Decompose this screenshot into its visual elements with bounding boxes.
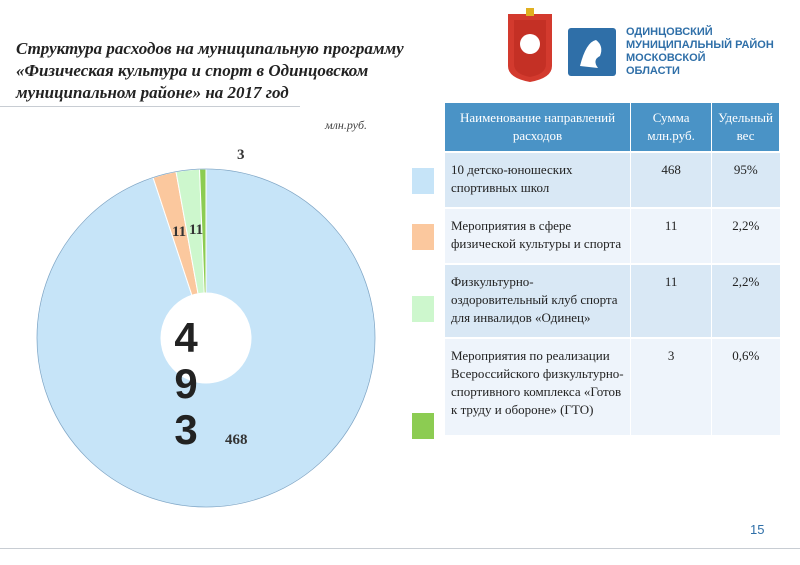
header-share: Удельный вес [712,103,780,152]
title-line-1: Структура расходов на муниципальную программу [16,39,404,58]
row-name: 10 детско-юношеских спортивных школ [445,152,631,208]
district-name-line: ОДИНЦОВСКИЙ [626,26,713,38]
data-label: 11 [189,222,204,238]
row-name: Мероприятия по реализации Всероссийского физкультурно-спортивного комплекса «Готов к труду и обороне» (ГТО) [445,338,631,435]
coat-of-arms-icon [508,8,552,82]
row-name: Мероприятия в сфере физической культуры и спорта [445,208,631,264]
footer-divider [0,548,800,549]
row-sum: 11 [631,264,712,338]
table-row [445,264,780,338]
row-share: 95% [712,152,780,208]
center-total-label: 4 [174,314,198,361]
center-total-label: 3 [174,406,198,453]
legend-swatch [412,296,434,322]
district-logo-icon [568,28,616,76]
title-line-3: муниципальном районе» на 2017 год [16,83,289,102]
row-share: 2,2% [712,264,780,338]
row-sum: 11 [631,208,712,264]
row-name: Физкультурно-оздоровительный клуб спорта для инвалидов «Одинец» [445,264,631,338]
expenses-table [445,103,780,435]
row-sum: 468 [631,152,712,208]
table-row [445,208,780,264]
legend-swatch [412,413,434,439]
table-row [445,338,780,435]
district-name-line: ОБЛАСТИ [626,65,680,77]
district-name-line: МОСКОВСКОЙ [626,52,706,64]
legend-swatch [412,168,434,194]
donut-chart [0,0,430,520]
title-line-2: «Физическая культура и спорт в Одинцовском [16,61,369,80]
district-name [626,26,774,78]
data-label: 3 [237,147,245,163]
district-name-line: МУНИЦИПАЛЬНЫЙ РАЙОН [626,39,774,51]
page-number: 15 [750,522,765,537]
legend-swatch [412,224,434,250]
center-total-label: 9 [174,360,198,407]
row-share: 2,2% [712,208,780,264]
row-share: 0,6% [712,338,780,435]
unit-label: млн.руб. [325,118,368,132]
header-name: Наименование направлений расходов [445,103,631,152]
data-label: 468 [225,432,248,448]
data-label: 11 [172,224,187,240]
row-sum: 3 [631,338,712,435]
table-row [445,152,780,208]
header-sum: Сумма млн.руб. [631,103,712,152]
